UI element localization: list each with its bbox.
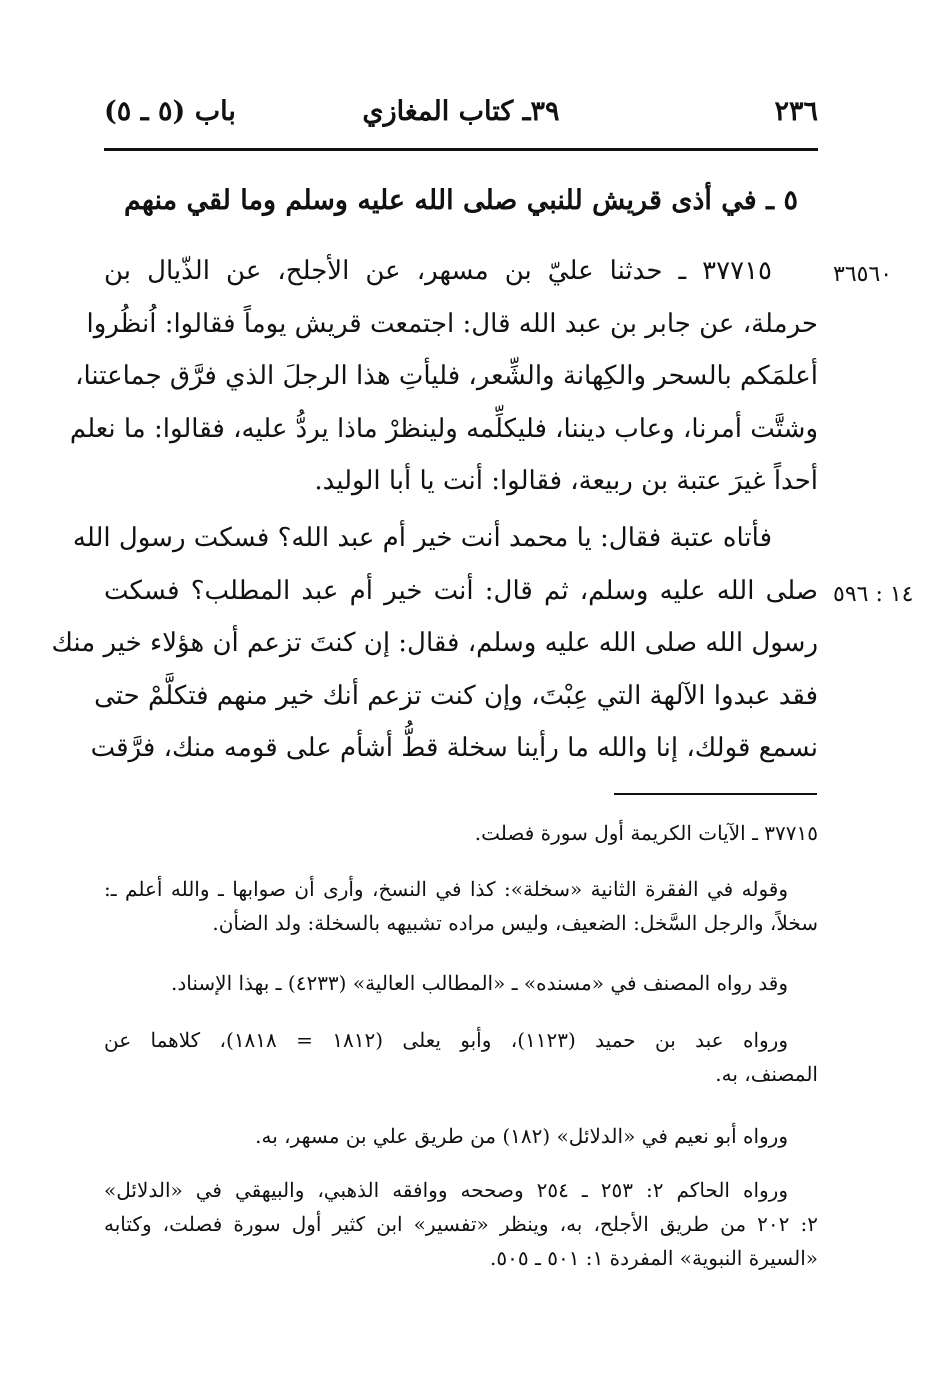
- margin-reference: ١٤ : ٥٩٦: [833, 582, 914, 607]
- footnote-line: المصنف، به.: [715, 1062, 818, 1086]
- text-line: ٣٧٧١٥ ـ حدثنا عليّ بن مسهر، عن الأجلح، عن الذّيال بن: [104, 256, 772, 286]
- header-rule: [104, 148, 818, 151]
- text-line: حرملة، عن جابر بن عبد الله قال: اجتمعت قريش يوماً فقالوا: اُنظُروا: [86, 308, 818, 339]
- text-line: نسمع قولك، إنا والله ما رأينا سخلة قطُّ أشأم على قومه منك، فرَّقت: [90, 733, 818, 763]
- section-title: ٥ ـ في أذى قريش للنبي صلى الله عليه وسلم وما لقي منهم: [124, 185, 798, 216]
- text-line: وشتَّت أمرنا، وعاب ديننا، فليكلِّمه ولينظرْ ماذا يردُّ عليه، فقالوا: ما نعلم: [69, 413, 818, 444]
- footnote: [104, 966, 818, 1000]
- text-line: أعلمَكم بالسحر والكِهانة والشِّعر، فليأتِ هذا الرجلَ الذي فرَّق جماعتنا،: [75, 361, 818, 391]
- footnote-line: ورواه الحاكم ٢: ٢٥٣ ـ ٢٥٤ وصححه ووافقه الذهبي، والبيهقي في «الدلائل»: [104, 1178, 788, 1202]
- footnote-line: ٣٧٧١٥ ـ الآيات الكريمة أول سورة فصلت.: [474, 821, 818, 845]
- footnote: [104, 1119, 818, 1153]
- footnote-line: ورواه عبد بن حميد (١١٢٣)، وأبو يعلى (١٨١٢ = ١٨١٨)، كلاهما عن: [104, 1028, 788, 1052]
- footnote-line: وقد رواه المصنف في «مسنده» ـ «المطالب العالية» (٤٢٣٣) ـ بهذا الإسناد.: [171, 971, 788, 995]
- footnote: [104, 872, 818, 940]
- footnote: [104, 816, 818, 850]
- running-header: [104, 96, 818, 136]
- page-number: ٢٣٦: [774, 96, 818, 127]
- hadith-paragraph: [69, 245, 818, 508]
- text-line: فأتاه عتبة فقال: يا محمد أنت خير أم عبد الله؟ فسكت رسول الله: [72, 523, 772, 553]
- text-line: فقد عبدوا الآلهة التي عِبْتَ، وإن كنت تزعم أنك خير منهم فتكلَّمْ حتى: [94, 680, 818, 711]
- text-line: رسول الله صلى الله عليه وسلم، فقال: إن كنتَ تزعم أن هؤلاء خير منك: [51, 628, 818, 658]
- footnote-rule: [614, 793, 817, 795]
- chapter-reference: باب (٥ ـ ٥): [104, 96, 236, 127]
- footnote: [104, 1173, 818, 1275]
- footnote-line: سخلاً، والرجل السَّخل: الضعيف، وليس مراده تشبيهه بالسخلة: ولد الضأن.: [212, 911, 818, 935]
- footnote: [104, 1023, 818, 1091]
- footnote-line: «السيرة النبوية» المفردة ١: ٥٠١ ـ ٥٠٥.: [490, 1246, 818, 1270]
- text-line: أحداً غيرَ عتبة بن ربيعة، فقالوا: أنت يا أبا الوليد.: [314, 466, 818, 496]
- footnote-line: وقوله في الفقرة الثانية «سخلة»: كذا في النسخ، وأرى أن صوابها ـ والله أعلم ـ:: [104, 877, 789, 901]
- footnote-line: ٢: ٢٠٢ من طريق الأجلح، به، وينظر «تفسير» ابن كثير أول سورة فصلت، وكتابه: [104, 1212, 818, 1236]
- margin-reference: ٣٦٥٦٠: [833, 262, 893, 287]
- text-line: صلى الله عليه وسلم، ثم قال: أنت خير أم عبد المطلب؟ فسكت: [104, 575, 818, 606]
- book-title: ٣٩ـ كتاب المغازي: [362, 96, 560, 127]
- footnote-line: ورواه أبو نعيم في «الدلائل» (١٨٢) من طريق علي بن مسهر، به.: [255, 1124, 788, 1148]
- hadith-paragraph: [51, 512, 818, 775]
